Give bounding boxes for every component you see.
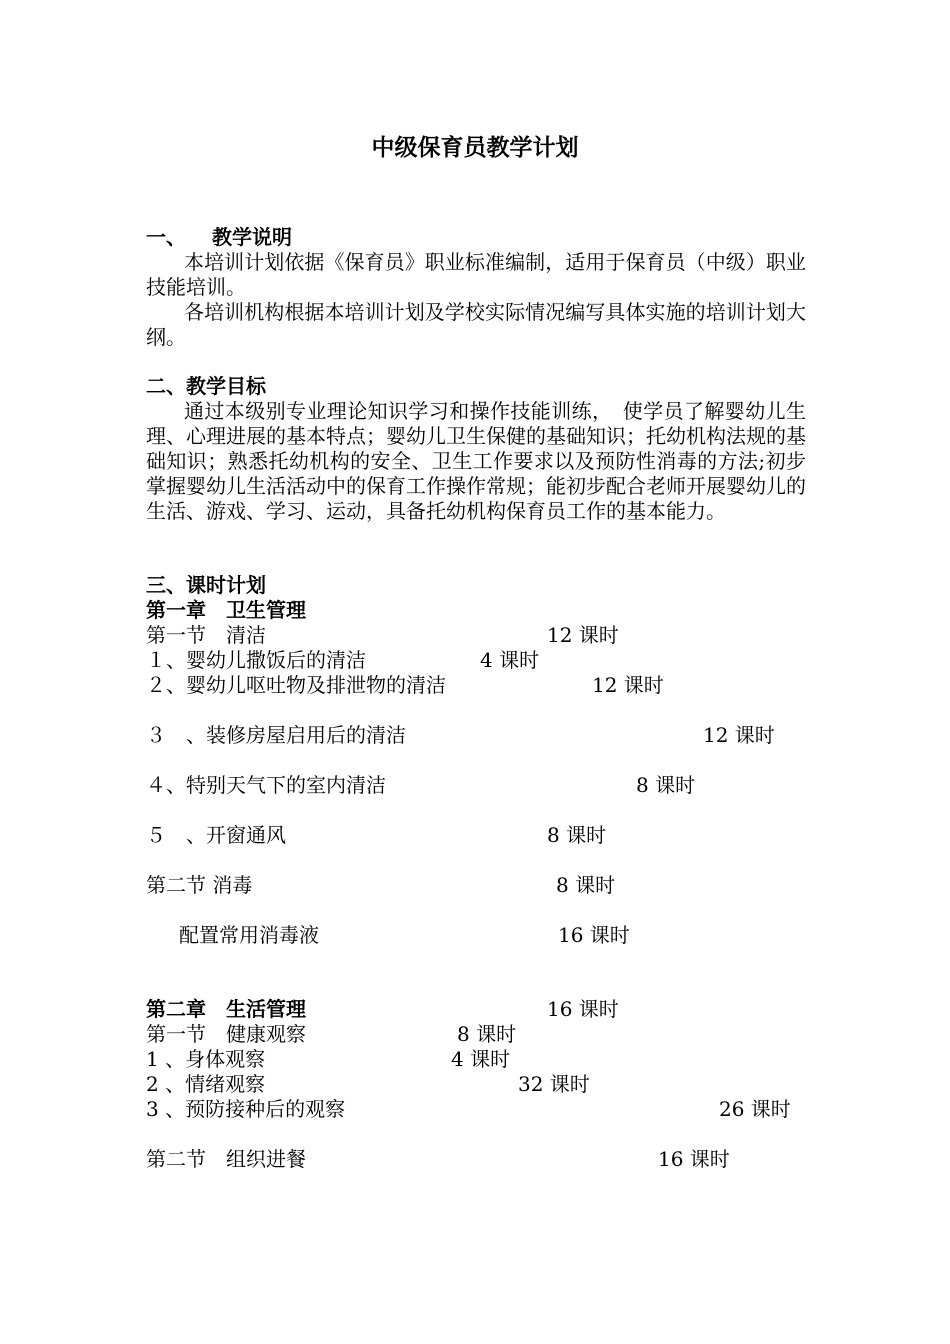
- ch1-item-2-label: ２、婴幼儿呕吐物及排泄物的清洁: [146, 673, 446, 697]
- ch1-sec2-item-label: 配置常用消毒液: [179, 923, 319, 947]
- ch2-item-1-label: 1 、身体观察: [146, 1047, 266, 1071]
- ch1-item-5-hours: 8 课时: [547, 823, 607, 847]
- section-1-heading: 教学说明: [212, 225, 292, 249]
- ch2-item-3-label: 3 、预防接种后的观察: [146, 1097, 346, 1121]
- ch2-sec1-hours: 8 课时: [457, 1022, 517, 1046]
- ch2-item-1-hours: 4 课时: [451, 1047, 511, 1071]
- section-1-paragraph-2: 各培训机构根据本培训计划及学校实际情况编写具体实施的培训计划大纲。: [146, 300, 806, 349]
- ch1-item-1-label: １、婴幼儿撒饭后的清洁: [146, 648, 366, 672]
- ch1-sec2-label: 第二节 消毒: [146, 873, 253, 897]
- section-1-number: 一、: [146, 225, 186, 249]
- ch2-item-3-hours: 26 课时: [719, 1097, 791, 1121]
- ch1-item-4-label: ４、特别天气下的室内清洁: [146, 773, 386, 797]
- section-3-heading: 三、课时计划: [146, 573, 266, 597]
- ch1-item-1-hours: 4 课时: [480, 648, 540, 672]
- ch1-sec1-hours: 12 课时: [547, 623, 619, 647]
- chapter-2-hours: 16 课时: [547, 997, 619, 1021]
- ch2-sec1-label: 第一节 健康观察: [146, 1022, 306, 1046]
- ch2-item-2-label: 2 、情绪观察: [146, 1072, 266, 1096]
- ch2-item-2-hours: 32 课时: [518, 1072, 590, 1096]
- ch1-item-5-label: ５ 、开窗通风: [146, 823, 286, 847]
- chapter-2-title: 第二章 生活管理: [146, 997, 306, 1021]
- document-title: 中级保育员教学计划: [371, 134, 579, 161]
- section-2-heading: 二、教学目标: [146, 374, 266, 398]
- ch1-item-2-hours: 12 课时: [592, 673, 664, 697]
- ch1-item-3-hours: 12 课时: [703, 723, 775, 747]
- section-1-paragraph-1: 本培训计划依据《保育员》职业标准编制，适用于保育员（中级）职业技能培训。: [146, 250, 806, 299]
- ch1-sec2-item-hours: 16 课时: [558, 923, 630, 947]
- chapter-1-title: 第一章 卫生管理: [146, 598, 306, 622]
- ch1-item-4-hours: 8 课时: [636, 773, 696, 797]
- section-2-paragraph: 通过本级别专业理论知识学习和操作技能训练， 使学员了解婴幼儿生理、心理进展的基本特点；婴幼儿卫生保健的基础知识；托幼机构法规的基础知识；熟悉托幼机构的安全、卫生工作要求以及预防性消毒的方法;初步掌握婴幼儿生活活动中的保育工作操作常规；能初步配合老师开展婴幼儿的生活、游戏、学习、运动，具备托幼机构保育员工作的基本能力。: [146, 399, 806, 523]
- ch2-sec2-label: 第二节 组织进餐: [146, 1147, 306, 1171]
- ch1-sec2-hours: 8 课时: [556, 873, 616, 897]
- ch2-sec2-hours: 16 课时: [658, 1147, 730, 1171]
- ch1-sec1-label: 第一节 清洁: [146, 623, 266, 647]
- ch1-item-3-label: ３ 、装修房屋启用后的清洁: [146, 723, 406, 747]
